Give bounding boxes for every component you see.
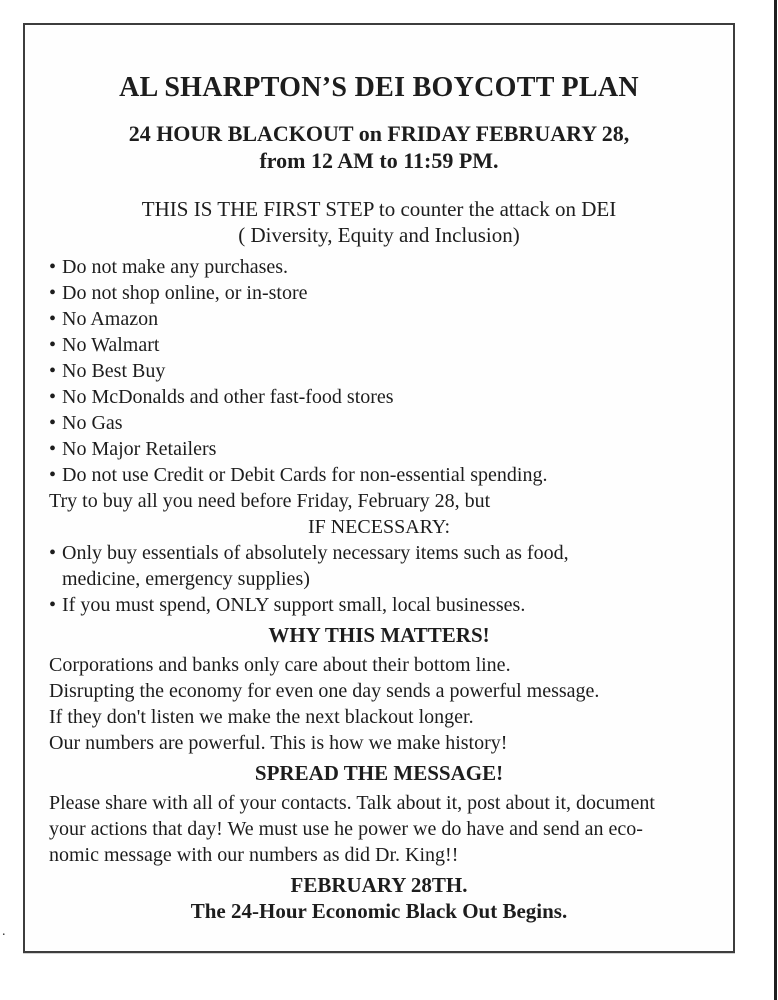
spread-line: your actions that day! We must use he power we do have and send an eco- <box>49 818 643 840</box>
page-title: AL SHARPTON’S DEI BOYCOTT PLAN <box>119 72 639 103</box>
why-line: Our numbers are powerful. This is how we make history! <box>49 732 508 754</box>
list-item-text: Do not shop online, or in-store <box>62 282 308 304</box>
bullet-icon: • <box>49 594 57 616</box>
why-line: If they don't listen we make the next blackout longer. <box>49 706 474 728</box>
bullet-icon: • <box>49 360 57 382</box>
bullet-icon: • <box>49 282 57 304</box>
prep-line: Try to buy all you need before Friday, February 28, but <box>49 490 491 512</box>
list-item-text: No Major Retailers <box>62 438 217 460</box>
flyer-border-box <box>23 23 735 953</box>
list-item-continuation: medicine, emergency supplies) <box>62 568 310 590</box>
intro-line-2: ( Diversity, Equity and Inclusion) <box>238 223 520 247</box>
list-item <box>49 540 709 566</box>
spread-line: Please share with all of your contacts. Talk about it, post about it, document <box>49 792 655 814</box>
scan-edge-line <box>774 0 777 1000</box>
list-item <box>49 592 709 618</box>
bullet-icon: • <box>49 308 57 330</box>
schedule-line-2: from 12 AM to 11:59 PM. <box>259 148 499 173</box>
if-necessary-heading: IF NECESSARY: <box>307 516 451 538</box>
list-item <box>49 332 709 358</box>
list-item-text: Do not use Credit or Debit Cards for non-essential spending. <box>62 464 548 486</box>
list-item-text: No Amazon <box>62 308 159 330</box>
list-item-text: No Walmart <box>62 334 160 356</box>
list-item <box>49 462 709 488</box>
footer-tagline: The 24-Hour Economic Black Out Begins. <box>190 899 568 923</box>
list-item <box>49 436 709 462</box>
spread-line: nomic message with our numbers as did Dr. King!! <box>49 844 459 866</box>
list-item <box>49 306 709 332</box>
bullet-icon: • <box>49 412 57 434</box>
stray-mark: . <box>2 924 6 939</box>
schedule-line-1: 24 HOUR BLACKOUT on FRIDAY FEBRUARY 28, <box>128 121 630 146</box>
spread-the-message-heading: SPREAD THE MESSAGE! <box>254 761 504 785</box>
why-line: Corporations and banks only care about their bottom line. <box>49 654 511 676</box>
bullet-icon: • <box>49 464 57 486</box>
rules-list <box>49 254 709 924</box>
bullet-icon: • <box>49 386 57 408</box>
flyer-content <box>25 72 733 924</box>
list-item-text: If you must spend, ONLY support small, local businesses. <box>62 594 526 616</box>
footer-date: FEBRUARY 28TH. <box>290 873 468 897</box>
blackout-schedule <box>49 120 709 174</box>
list-item <box>49 358 709 384</box>
bullet-icon: • <box>49 256 57 278</box>
list-item-text: No Best Buy <box>62 360 166 382</box>
why-this-matters-heading: WHY THIS MATTERS! <box>268 623 490 647</box>
bullet-icon: • <box>49 438 57 460</box>
list-item <box>49 280 709 306</box>
list-item-text: No Gas <box>62 412 123 434</box>
bullet-icon: • <box>49 542 57 564</box>
list-item-text: Do not make any purchases. <box>62 256 289 278</box>
list-item <box>49 384 709 410</box>
intro-statement <box>49 196 709 248</box>
intro-line-1: THIS IS THE FIRST STEP to counter the attack on DEI <box>141 197 617 221</box>
list-item-text: Only buy essentials of absolutely necessary items such as food, <box>62 542 569 564</box>
bullet-icon: • <box>49 334 57 356</box>
why-line: Disrupting the economy for even one day sends a powerful message. <box>49 680 600 702</box>
list-item-text: No McDonalds and other fast-food stores <box>62 386 394 408</box>
list-item <box>49 254 709 280</box>
list-item <box>49 410 709 436</box>
